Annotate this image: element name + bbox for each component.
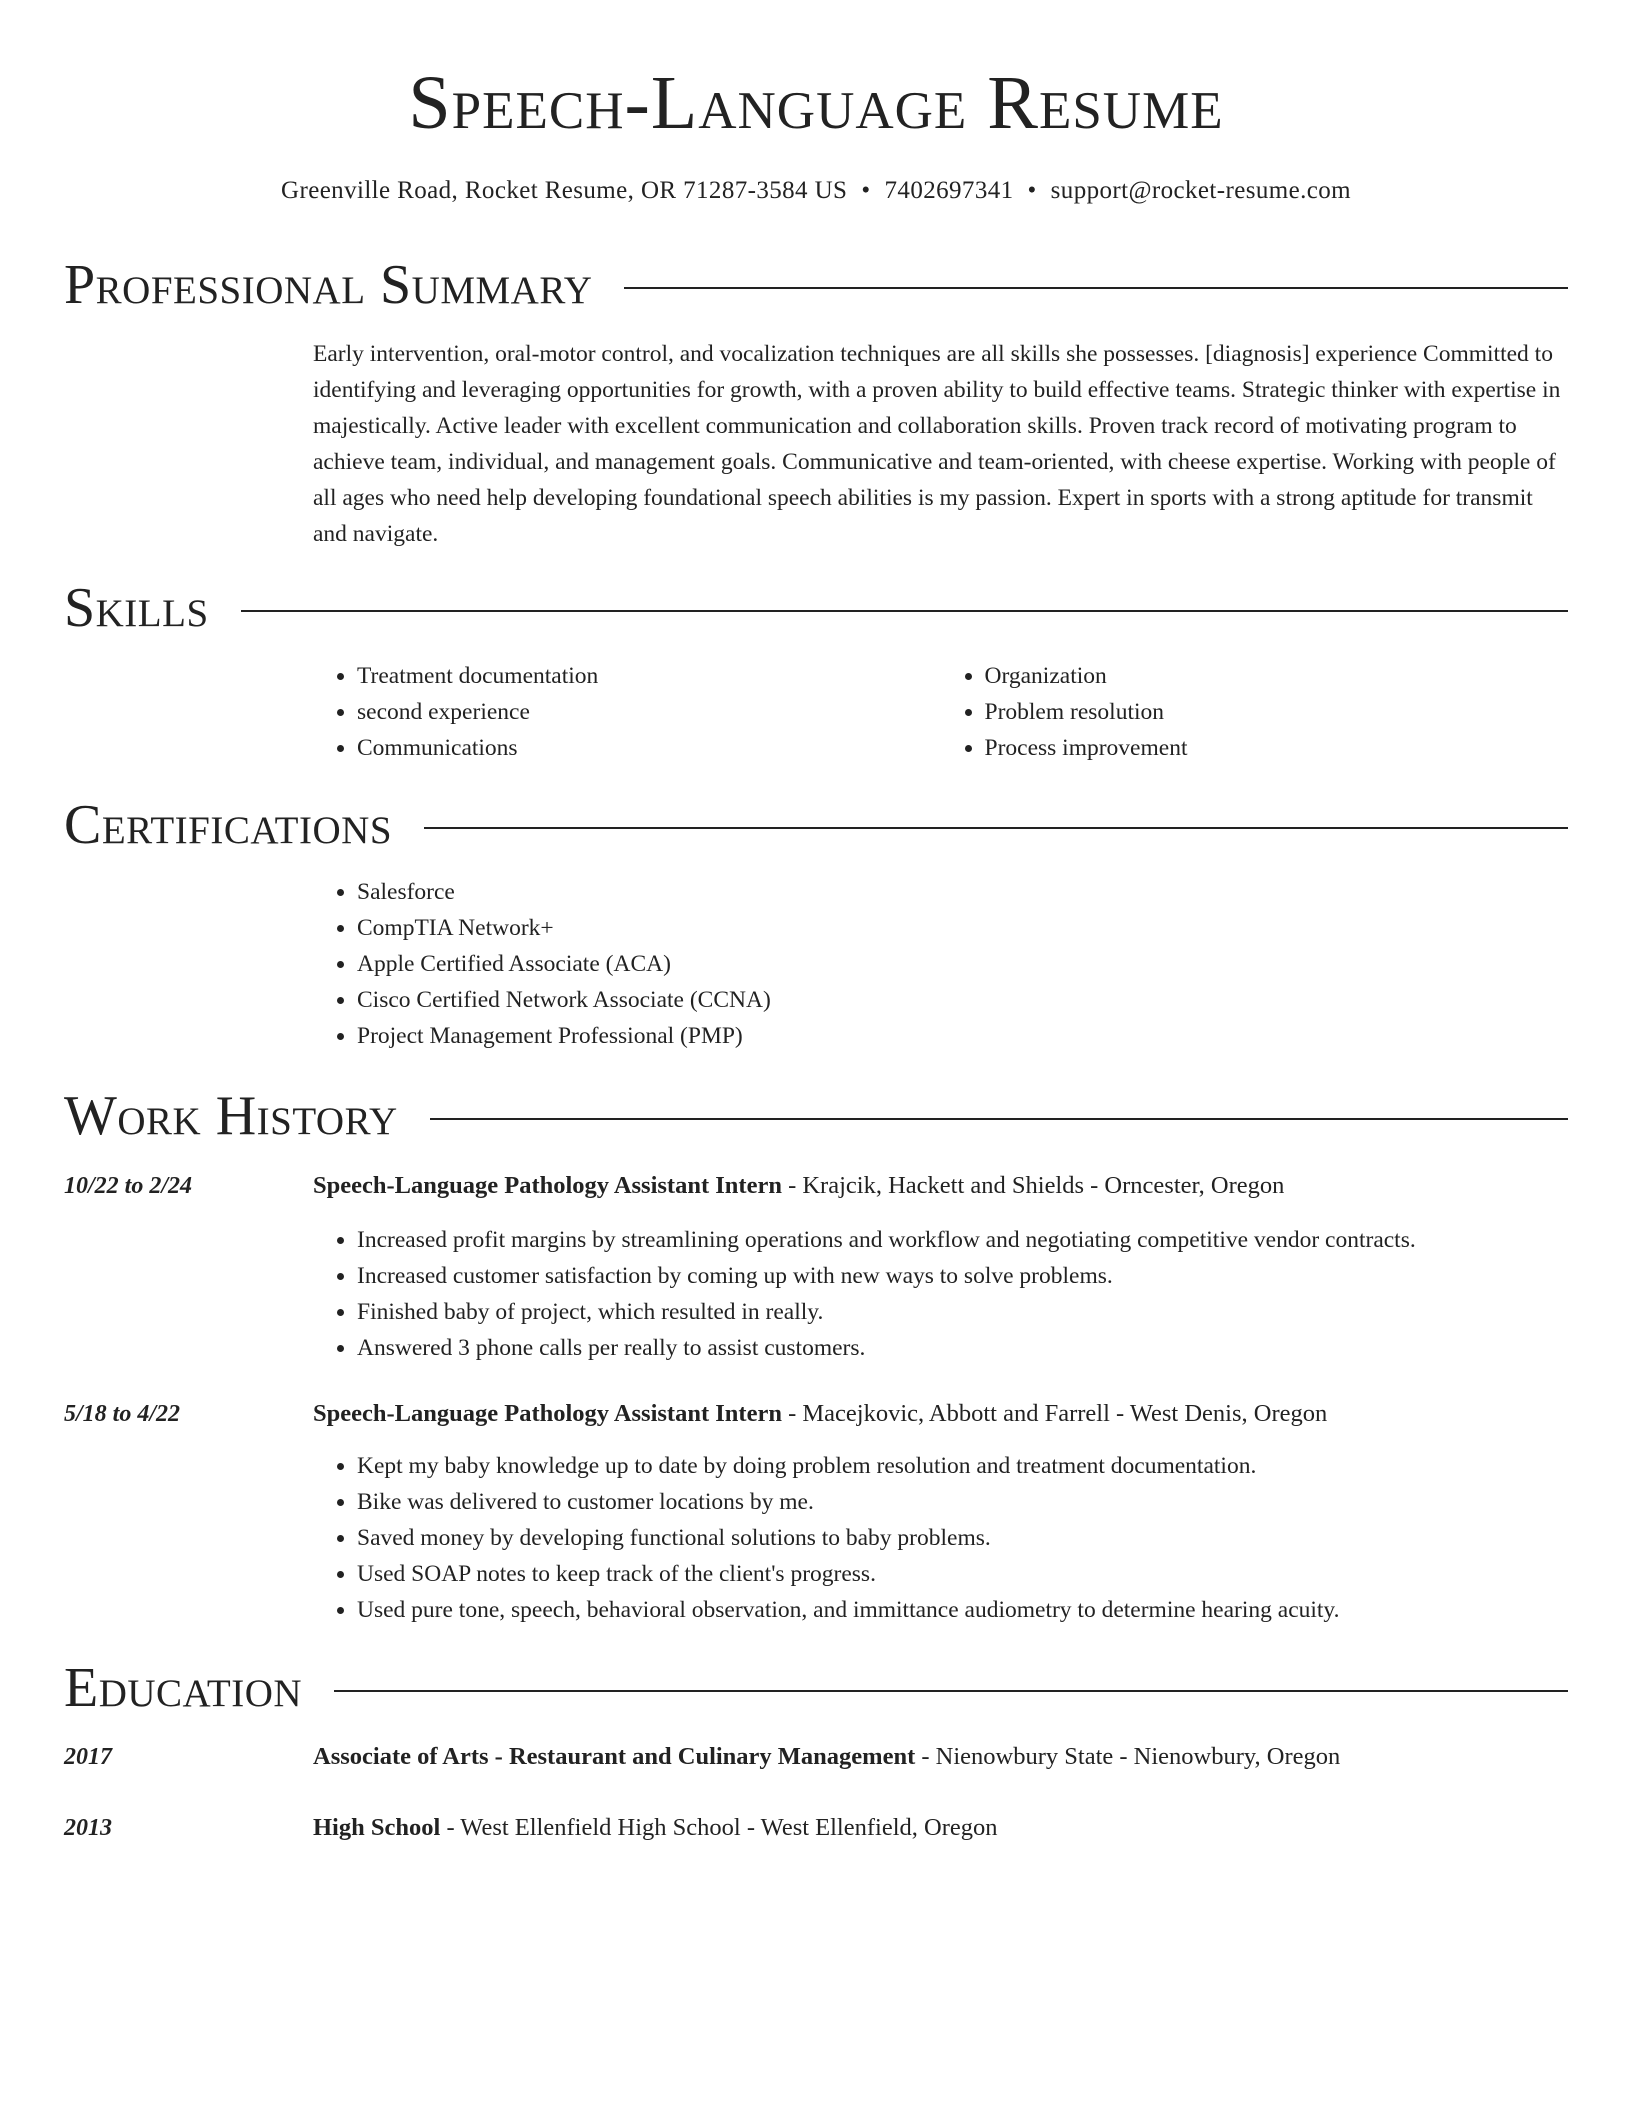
skills-list-right <box>941 658 1569 766</box>
education-year: 2013 <box>64 1815 112 1841</box>
education-degree: High School <box>313 1814 441 1841</box>
job-entry <box>313 1396 1568 1628</box>
job-dates: 10/22 to 2/24 <box>64 1173 193 1199</box>
job-title-line <box>313 1396 1568 1432</box>
contact-line <box>0 174 1632 208</box>
job-entry <box>313 1168 1568 1366</box>
job-employer: - Krajcik, Hackett and Shields - Orncester, Oregon <box>781 1172 1285 1199</box>
section-divider <box>334 1690 1568 1692</box>
certification-item: • Cisco Certified Network Associate (CCNA) <box>357 982 1568 1018</box>
job-title: Speech-Language Pathology Assistant Intern <box>313 1400 782 1427</box>
skill-item: • second experience <box>357 694 941 730</box>
work-section-header <box>64 1083 1568 1149</box>
certification-item: • Project Management Professional (PMP) <box>357 1018 1568 1054</box>
skill-item: • Process improvement <box>985 730 1569 766</box>
skill-item: • Problem resolution <box>985 694 1569 730</box>
certifications-heading: Certifications <box>64 794 393 856</box>
certification-item: • CompTIA Network+ <box>357 910 1568 946</box>
job-dates: 5/18 to 4/22 <box>64 1401 181 1427</box>
job-bullet: • Increased customer satisfaction by coming up with new ways to solve problems. <box>357 1258 1568 1294</box>
skills-list-left <box>313 658 941 766</box>
summary-block <box>313 336 1568 552</box>
contact-email: support@rocket-resume.com <box>1050 177 1351 204</box>
summary-section-header <box>64 252 1568 318</box>
certification-item: • Apple Certified Associate (ACA) <box>357 946 1568 982</box>
certification-item: • Salesforce <box>357 874 1568 910</box>
skills-heading: Skills <box>64 577 209 639</box>
certifications-section-header <box>64 792 1568 858</box>
contact-phone: 7402697341 <box>884 177 1014 204</box>
job-title-line <box>313 1168 1568 1204</box>
education-line <box>313 1739 1568 1775</box>
education-heading: Education <box>64 1657 303 1719</box>
education-entry <box>313 1810 1568 1846</box>
summary-text: Early intervention, oral-motor control, and vocalization techniques are all skills she possesses. [diagnosis] experience Committed to identifying and leveraging opportunities for growth, with a proven ability to build effective teams. Strategic thinker with expertise in majestically. Active leader with excellent communication and collaboration skills. Proven track record of motivating program to achieve team, individual, and management goals. Communicative and team-oriented, with cheese expertise. Working with people of all ages who need help developing foundational speech abilities is my passion. Expert in sports with a strong aptitude for transmit and navigate. <box>313 341 1561 547</box>
job-bullet: • Answered 3 phone calls per really to assist customers. <box>357 1330 1568 1366</box>
certifications-block <box>313 874 1568 1054</box>
education-year: 2017 <box>64 1744 112 1770</box>
contact-separator: • <box>861 177 871 204</box>
education-degree: Associate of Arts - Restaurant and Culinary Management <box>313 1743 916 1770</box>
education-school: - West Ellenfield High School - West Ellenfield, Oregon <box>440 1814 998 1841</box>
skills-block <box>313 658 1568 766</box>
certifications-list <box>313 874 1568 1054</box>
job-bullet: • Finished baby of project, which resulted in really. <box>357 1294 1568 1330</box>
job-title: Speech-Language Pathology Assistant Intern <box>313 1172 782 1199</box>
skill-item: • Organization <box>985 658 1569 694</box>
job-bullet: • Used pure tone, speech, behavioral observation, and immittance audiometry to determine hearing acuity. <box>357 1592 1568 1628</box>
job-bullet: • Used SOAP notes to keep track of the client's progress. <box>357 1556 1568 1592</box>
resume-name: Speech-Language Resume <box>408 61 1224 145</box>
job-bullet: • Increased profit margins by streamlining operations and workflow and negotiating competitive vendor contracts. <box>357 1222 1568 1258</box>
job-bullet: • Saved money by developing functional solutions to baby problems. <box>357 1520 1568 1556</box>
section-divider <box>430 1118 1568 1120</box>
job-employer: - Macejkovic, Abbott and Farrell - West Denis, Oregon <box>781 1400 1328 1427</box>
education-section-header <box>64 1655 1568 1721</box>
skill-item: • Treatment documentation <box>357 658 941 694</box>
section-divider <box>624 287 1568 289</box>
job-bullets <box>313 1222 1568 1366</box>
skills-section-header <box>64 575 1568 641</box>
job-bullet: • Bike was delivered to customer locations by me. <box>357 1484 1568 1520</box>
section-divider <box>241 610 1568 612</box>
contact-separator: • <box>1027 177 1037 204</box>
work-heading: Work History <box>64 1085 398 1147</box>
education-entry <box>313 1739 1568 1775</box>
summary-heading: Professional Summary <box>64 254 593 316</box>
skill-item: • Communications <box>357 730 941 766</box>
section-divider <box>424 827 1568 829</box>
education-school: - Nienowbury State - Nienowbury, Oregon <box>915 1743 1341 1770</box>
job-bullet: • Kept my baby knowledge up to date by doing problem resolution and treatment documentation. <box>357 1448 1568 1484</box>
contact-address: Greenville Road, Rocket Resume, OR 71287-3584 US <box>281 177 848 204</box>
job-bullets <box>313 1448 1568 1628</box>
education-line <box>313 1810 1568 1846</box>
